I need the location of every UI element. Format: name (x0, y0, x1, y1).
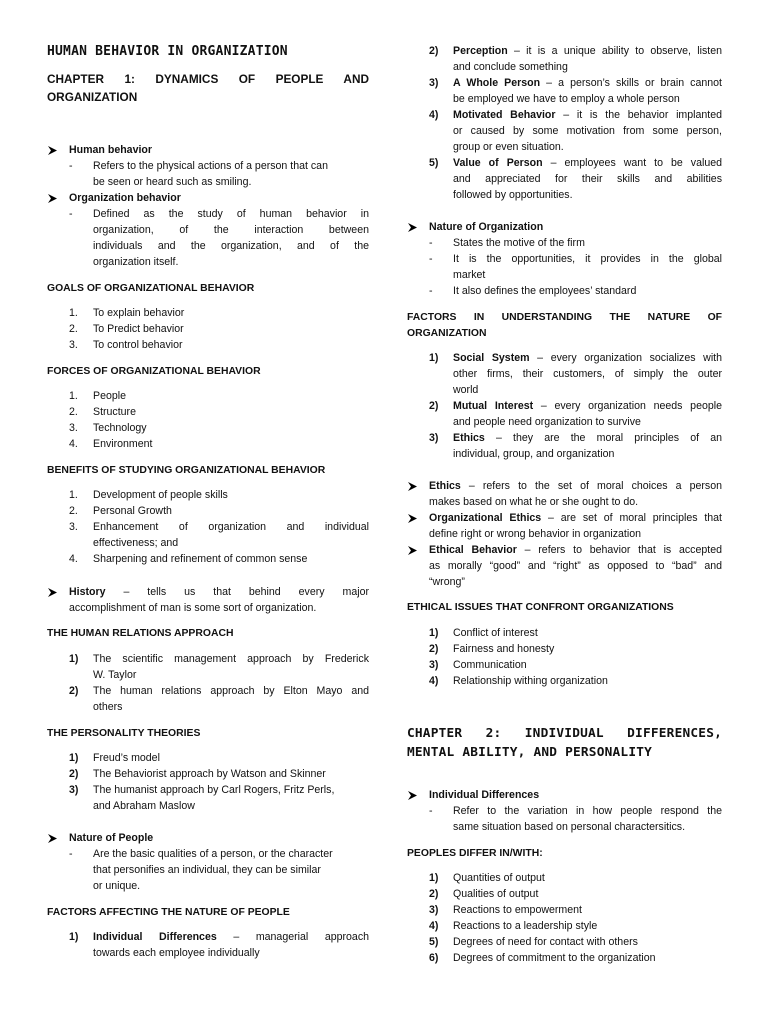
list-text: States the motive of the firm (453, 237, 585, 249)
list-number: 3) (429, 659, 439, 671)
arrow-bullet-icon (47, 191, 61, 206)
dash-marker: - (69, 160, 73, 172)
dash-marker: - (429, 237, 433, 249)
term-text: – refers to behavior that is accepted (516, 544, 722, 556)
list-text (453, 431, 722, 446)
list-text: Enhancement of organization and individual (93, 521, 369, 533)
list-number: 5) (429, 157, 439, 169)
list-text (93, 930, 369, 945)
dash-marker: - (429, 285, 433, 297)
definition-text: Refer to the variation in how people respond the (453, 805, 722, 817)
list-number: 2) (429, 643, 439, 655)
term-text: – refers to the set of moral choices a person (460, 480, 722, 492)
list-text: Freud’s model (93, 752, 160, 764)
list-text: Environment (93, 438, 153, 450)
arrow-bullet-icon (407, 220, 421, 235)
list-number: 2) (429, 400, 439, 412)
term-label: Individual Differences (93, 931, 217, 943)
definition-text: “wrong” (429, 576, 465, 588)
chapter2-title-line2: MENTAL ABILITY, AND PERSONALITY (407, 745, 653, 760)
history-line1 (69, 585, 369, 600)
list-text: Technology (93, 422, 147, 434)
arrow-bullet-icon (47, 143, 61, 158)
term-label: Ethics (429, 480, 461, 492)
arrow-bullet-icon (407, 788, 421, 803)
list-number: 2) (429, 888, 439, 900)
list-text: Reactions to empowerment (453, 904, 582, 916)
list-text: It is the opportunities, it provides in the global (453, 253, 722, 265)
list-text: The humanist approach by Carl Rogers, Fritz Perls, (93, 784, 335, 796)
term-text: – every organization socializes with (529, 352, 723, 364)
list-text: towards each employee individually (93, 947, 260, 959)
term-text: – are set of moral principles that (541, 512, 722, 524)
list-number: 1. (69, 390, 78, 402)
list-text: market (453, 269, 486, 281)
list-text: It also defines the employees’ standard (453, 285, 637, 297)
list-text: Communication (453, 659, 527, 671)
term-label: Motivated Behavior (453, 109, 556, 121)
list-number: 2. (69, 323, 78, 335)
definition-text (429, 479, 722, 494)
human-relations-heading: THE HUMAN RELATIONS APPROACH (47, 628, 234, 639)
list-number: 3. (69, 521, 78, 533)
list-number: 4. (69, 553, 78, 565)
list-text: other firms, their customers, of simply the outer (453, 368, 722, 380)
list-text: To explain behavior (93, 307, 185, 319)
chapter1-title-line1: CHAPTER 1: DYNAMICS OF PEOPLE AND (47, 72, 369, 86)
list-text: and people need organization to survive (453, 416, 641, 428)
term-text: – it is a unique ability to observe, listen (507, 45, 722, 57)
chapter1-title-line2: ORGANIZATION (47, 90, 138, 104)
list-text (453, 399, 722, 414)
definition-text: same situation based on personal charactersitics. (453, 821, 686, 833)
nature-of-people-label: Nature of People (69, 832, 154, 844)
arrow-bullet-icon (407, 511, 421, 526)
list-text: Qualities of output (453, 888, 539, 900)
list-number: 5) (429, 936, 439, 948)
arrow-bullet-icon (407, 479, 421, 494)
list-text: and Abraham Maslow (93, 800, 195, 812)
list-text: be employed we have to employ a whole person (453, 93, 680, 105)
factors-org-heading-line1: FACTORS IN UNDERSTANDING THE NATURE OF (407, 312, 722, 323)
list-text: group or even situation. (453, 141, 564, 153)
list-number: 4. (69, 438, 78, 450)
dash-marker: - (69, 208, 73, 220)
term-label: Ethics (453, 432, 485, 444)
definition-text: define right or wrong behavior in organization (429, 528, 642, 540)
term-label: Organizational Ethics (429, 512, 542, 524)
document-title: HUMAN BEHAVIOR IN ORGANIZATION (47, 44, 288, 59)
nature-of-organization-label: Nature of Organization (429, 221, 544, 233)
individual-differences-label: Individual Differences (429, 789, 540, 801)
definition-text: or unique. (93, 880, 141, 892)
list-text: Degrees of commitment to the organization (453, 952, 656, 964)
list-number: 3) (429, 77, 439, 89)
arrow-bullet-icon (47, 585, 61, 600)
definition-text: makes based on what he or she ought to do. (429, 496, 639, 508)
list-text (453, 108, 722, 123)
list-text (453, 76, 722, 91)
list-number: 4) (429, 675, 439, 687)
goals-heading: GOALS OF ORGANIZATIONAL BEHAVIOR (47, 283, 255, 294)
list-number: 3) (69, 784, 79, 796)
human-behavior-label: Human behavior (69, 144, 153, 156)
definition-text: that personifies an individual, they can be similar (93, 864, 321, 876)
peoples-differ-heading: PEOPLES DIFFER IN/WITH: (407, 848, 543, 859)
list-text: Sharpening and refinement of common sense (93, 553, 308, 565)
factors-org-heading-line2: ORGANIZATION (407, 328, 487, 339)
term-text: – employees want to be valued (542, 157, 722, 169)
list-number: 1) (429, 872, 439, 884)
arrow-bullet-icon (407, 543, 421, 558)
list-text: Degrees of need for contact with others (453, 936, 638, 948)
list-number: 2. (69, 406, 78, 418)
benefits-heading: BENEFITS OF STUDYING ORGANIZATIONAL BEHAVIOR (47, 465, 326, 476)
list-text: Structure (93, 406, 136, 418)
list-number: 2) (429, 45, 439, 57)
list-number: 1) (69, 752, 79, 764)
list-text: To control behavior (93, 339, 183, 351)
list-number: 2. (69, 505, 78, 517)
list-number: 3) (429, 904, 439, 916)
definition-text: organization, of the interaction between (93, 224, 369, 236)
term-text: – it is the behavior implanted (555, 109, 723, 121)
factors-people-heading: FACTORS AFFECTING THE NATURE OF PEOPLE (47, 907, 290, 918)
term-text: – a person’s skills or brain cannot (540, 77, 722, 89)
term-text: – they are the moral principles of an (484, 432, 722, 444)
list-text: or caused by some motivation from some person, (453, 125, 722, 137)
list-text (453, 156, 722, 171)
definition-text: be seen or heard such as smiling. (93, 176, 252, 188)
definition-text: Refers to the physical actions of a person that can (93, 160, 328, 172)
list-number: 1) (429, 352, 439, 364)
term-text: – managerial approach (216, 931, 370, 943)
list-number: 2) (69, 768, 79, 780)
list-text: People (93, 390, 126, 402)
list-number: 4) (429, 920, 439, 932)
list-text: followed by opportunities. (453, 189, 573, 201)
list-text: and conclude something (453, 61, 568, 73)
list-text: The scientific management approach by Frederick (93, 653, 369, 665)
term-label: Ethical Behavior (429, 544, 517, 556)
list-number: 6) (429, 952, 439, 964)
list-text: others (93, 701, 123, 713)
term-label: Perception (453, 45, 508, 57)
list-text: world (453, 384, 479, 396)
list-number: 2) (69, 685, 79, 697)
list-text (453, 351, 722, 366)
list-number: 1) (69, 653, 79, 665)
definition-text: individuals and the organization, and of the (93, 240, 369, 252)
list-text: W. Taylor (93, 669, 137, 681)
list-number: 3) (429, 432, 439, 444)
list-text: To Predict behavior (93, 323, 184, 335)
dash-marker: - (69, 848, 73, 860)
definition-text: Are the basic qualities of a person, or the character (93, 848, 333, 860)
definition-text (429, 511, 722, 526)
list-number: 1. (69, 307, 78, 319)
list-text: Personal Growth (93, 505, 172, 517)
list-number: 3. (69, 422, 78, 434)
chapter2-title-line1: CHAPTER 2: INDIVIDUAL DIFFERENCES, (407, 726, 722, 741)
dash-marker: - (429, 805, 433, 817)
history-text: accomplishment of man is some sort of organization. (69, 602, 317, 614)
list-text (453, 44, 722, 59)
definition-text (429, 543, 722, 558)
list-text: Reactions to a leadership style (453, 920, 598, 932)
personality-heading: THE PERSONALITY THEORIES (47, 728, 201, 739)
definition-text: as morally “good” and “right” as opposed to “bad” and (429, 560, 722, 572)
list-number: 3. (69, 339, 78, 351)
list-number: 1. (69, 489, 78, 501)
term-label: Value of Person (453, 157, 543, 169)
list-text: individual, group, and organization (453, 448, 615, 460)
list-number: 4) (429, 109, 439, 121)
list-text: effectiveness; and (93, 537, 179, 549)
list-number: 1) (69, 931, 79, 943)
term-label: Mutual Interest (453, 400, 534, 412)
term-label: Social System (453, 352, 530, 364)
list-text: The human relations approach by Elton Mayo and (93, 685, 369, 697)
term-text: – every organization needs people (533, 400, 722, 412)
arrow-bullet-icon (47, 831, 61, 846)
list-text: Development of people skills (93, 489, 228, 501)
list-number: 1) (429, 627, 439, 639)
list-text: Quantities of output (453, 872, 545, 884)
ethical-issues-heading: ETHICAL ISSUES THAT CONFRONT ORGANIZATIONS (407, 602, 674, 613)
term-label: A Whole Person (453, 77, 541, 89)
dash-marker: - (429, 253, 433, 265)
definition-text: organization itself. (93, 256, 179, 268)
history-label: History (69, 586, 106, 598)
forces-heading: FORCES OF ORGANIZATIONAL BEHAVIOR (47, 366, 261, 377)
list-text: Fairness and honesty (453, 643, 555, 655)
list-text: The Behaviorist approach by Watson and Skinner (93, 768, 326, 780)
definition-text: Defined as the study of human behavior in (93, 208, 369, 220)
list-text: Relationship withing organization (453, 675, 608, 687)
organization-behavior-label: Organization behavior (69, 192, 181, 204)
history-text: – tells us that behind every major (105, 586, 369, 598)
list-text: and appreciated for their skills and abilities (453, 173, 722, 185)
list-text: Conflict of interest (453, 627, 538, 639)
